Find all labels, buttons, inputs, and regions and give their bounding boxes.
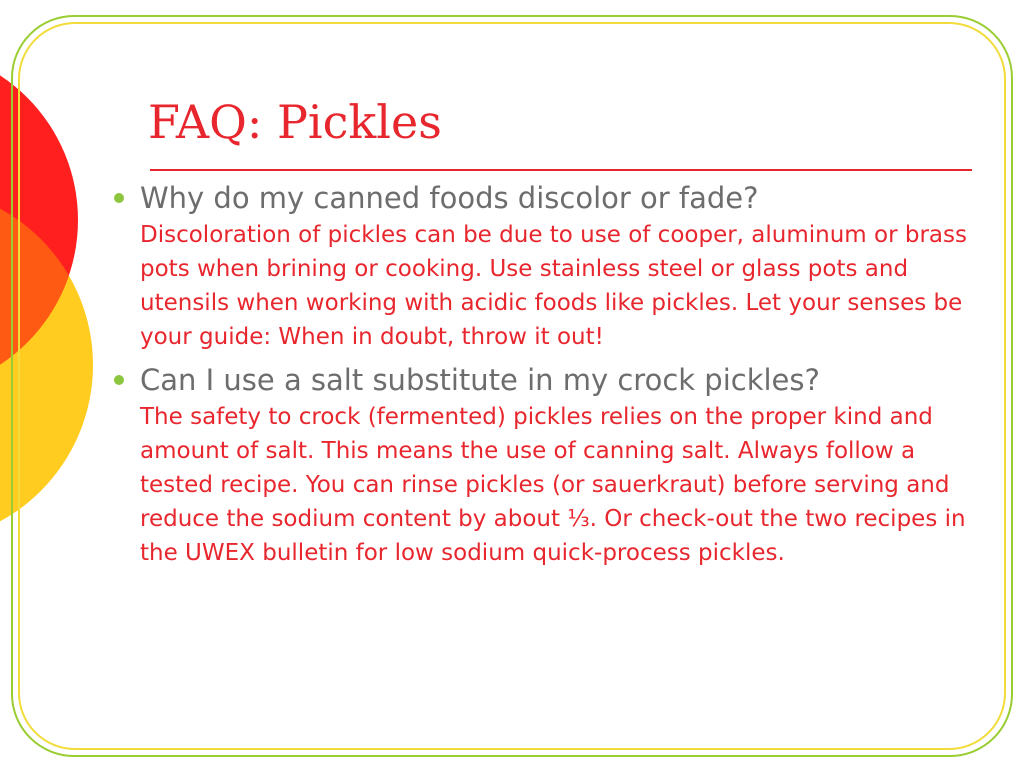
faq-question: Why do my canned foods discolor or fade? bbox=[140, 181, 759, 215]
faq-answer: Discoloration of pickles can be due to use of cooper, aluminum or brass pots when brining or cooking. Use stainless steel or glass pots and utensils when working with acidic foods like pickles. Let your senses be your guide: When in doubt, throw it out! bbox=[140, 222, 967, 350]
faq-answer: The safety to crock (fermented) pickles relies on the proper kind and amount of salt. This means the use of canning salt. Always follow a tested recipe. You can rinse pickles (or sauerkraut) before serving and reduce the sodium content by about ⅓. Or check-out the two recipes in the UWEX bulletin for low sodium quick-process pickles. bbox=[140, 404, 966, 566]
faq-item bbox=[112, 360, 974, 570]
bullet-icon bbox=[114, 193, 124, 203]
bullet-icon bbox=[114, 375, 124, 385]
faq-item bbox=[112, 178, 974, 354]
slide-title: FAQ: Pickles bbox=[148, 95, 442, 149]
faq-question: Can I use a salt substitute in my crock pickles? bbox=[140, 363, 820, 397]
faq-list bbox=[112, 178, 974, 576]
